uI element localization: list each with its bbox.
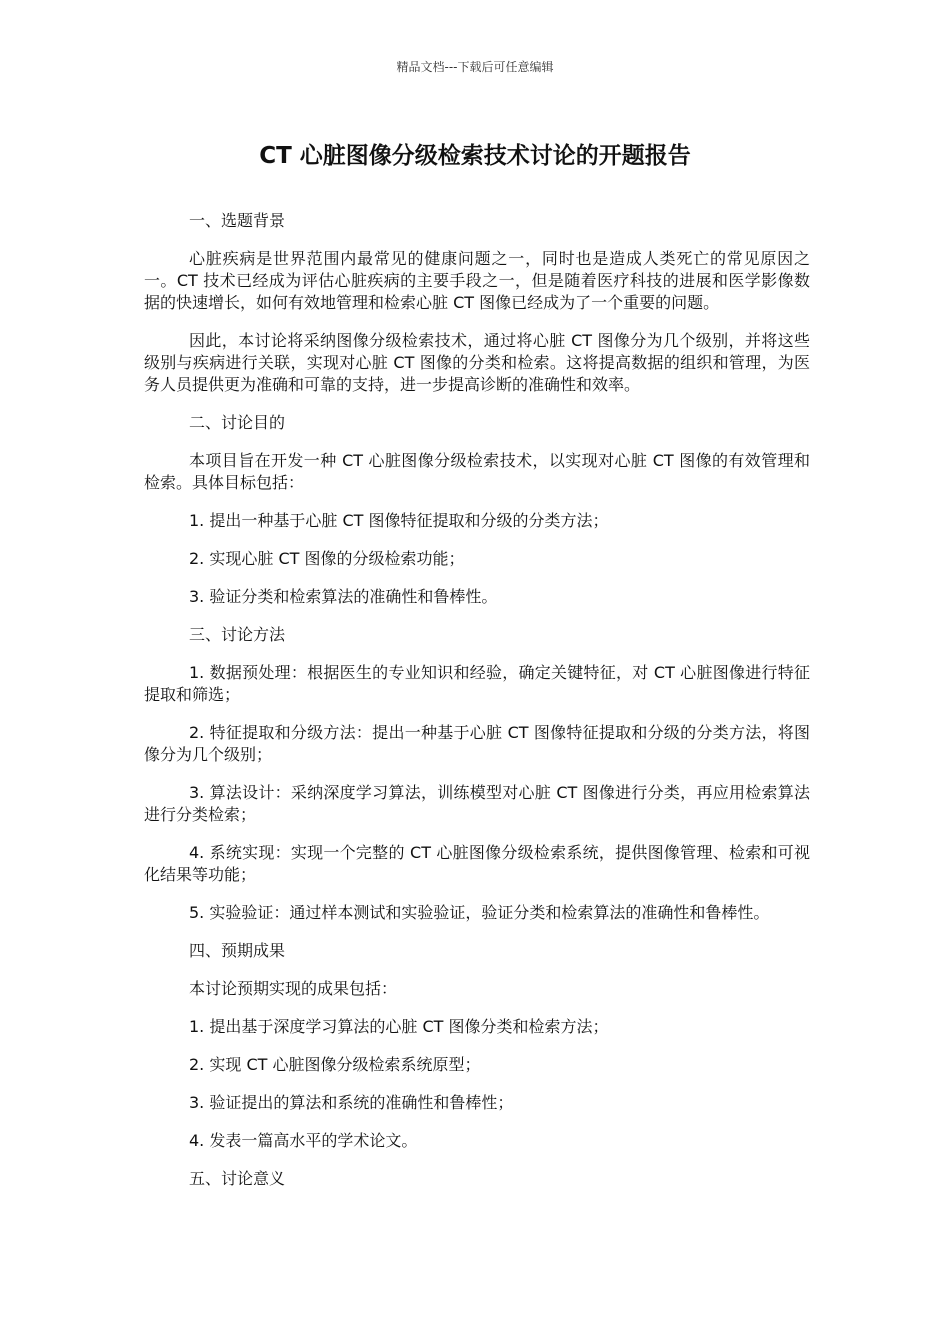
document-title: CT 心脏图像分级检索技术讨论的开题报告 [259,143,691,169]
list-item: 3. 验证分类和检索算法的准确性和鲁棒性。 [189,587,498,606]
list-item: 1. 提出一种基于心脏 CT 图像特征提取和分级的分类方法； [189,511,609,530]
list-item: 5. 实验验证：通过样本测试和实验验证，验证分类和检索算法的准确性和鲁棒性。 [189,903,770,922]
list-item: 3. 验证提出的算法和系统的准确性和鲁棒性； [189,1093,514,1112]
section-heading-outcomes: 四、预期成果 [189,941,286,960]
list-item: 1. 提出基于深度学习算法的心脏 CT 图像分类和检索方法； [189,1017,609,1036]
section-heading-purpose: 二、讨论目的 [189,413,286,432]
section-heading-background: 一、选题背景 [189,211,286,230]
paragraph: 本讨论预期实现的成果包括： [189,979,398,998]
list-item: 4. 系统实现：实现一个完整的 CT 心脏图像分级检索系统，提供图像管理、检索和可视化结果等功能； [144,843,810,884]
list-item: 3. 算法设计：采纳深度学习算法，训练模型对心脏 CT 图像进行分类，再应用检索算法进行分类检索； [144,783,810,824]
list-item: 4. 发表一篇高水平的学术论文。 [189,1131,418,1150]
document-body [144,210,810,1206]
list-item: 2. 实现心脏 CT 图像的分级检索功能； [189,549,465,568]
list-item: 2. 特征提取和分级方法：提出一种基于心脏 CT 图像特征提取和分级的分类方法，将图像分为几个级别； [144,723,810,764]
list-item: 2. 实现 CT 心脏图像分级检索系统原型； [189,1055,481,1074]
paragraph: 因此，本讨论将采纳图像分级检索技术，通过将心脏 CT 图像分为几个级别，并将这些级别与疾病进行关联，实现对心脏 CT 图像的分类和检索。这将提高数据的组织和管理，为医务人员提供更为准确和可靠的支持，进一步提高诊断的准确性和效率。 [144,331,810,394]
list-item: 1. 数据预处理：根据医生的专业知识和经验，确定关键特征，对 CT 心脏图像进行特征提取和筛选； [144,663,810,704]
page-header-note: 精品文档---下载后可任意编辑 [396,60,554,74]
paragraph: 本项目旨在开发一种 CT 心脏图像分级检索技术，以实现对心脏 CT 图像的有效管理和检索。具体目标包括： [144,451,810,492]
section-heading-methods: 三、讨论方法 [189,625,286,644]
section-heading-significance: 五、讨论意义 [189,1169,286,1188]
paragraph: 心脏疾病是世界范围内最常见的健康问题之一，同时也是造成人类死亡的常见原因之一。CT 技术已经成为评估心脏疾病的主要手段之一，但是随着医疗科技的进展和医学影像数据的快速增长，如何有效地管理和检索心脏 CT 图像已经成为了一个重要的问题。 [144,249,810,312]
